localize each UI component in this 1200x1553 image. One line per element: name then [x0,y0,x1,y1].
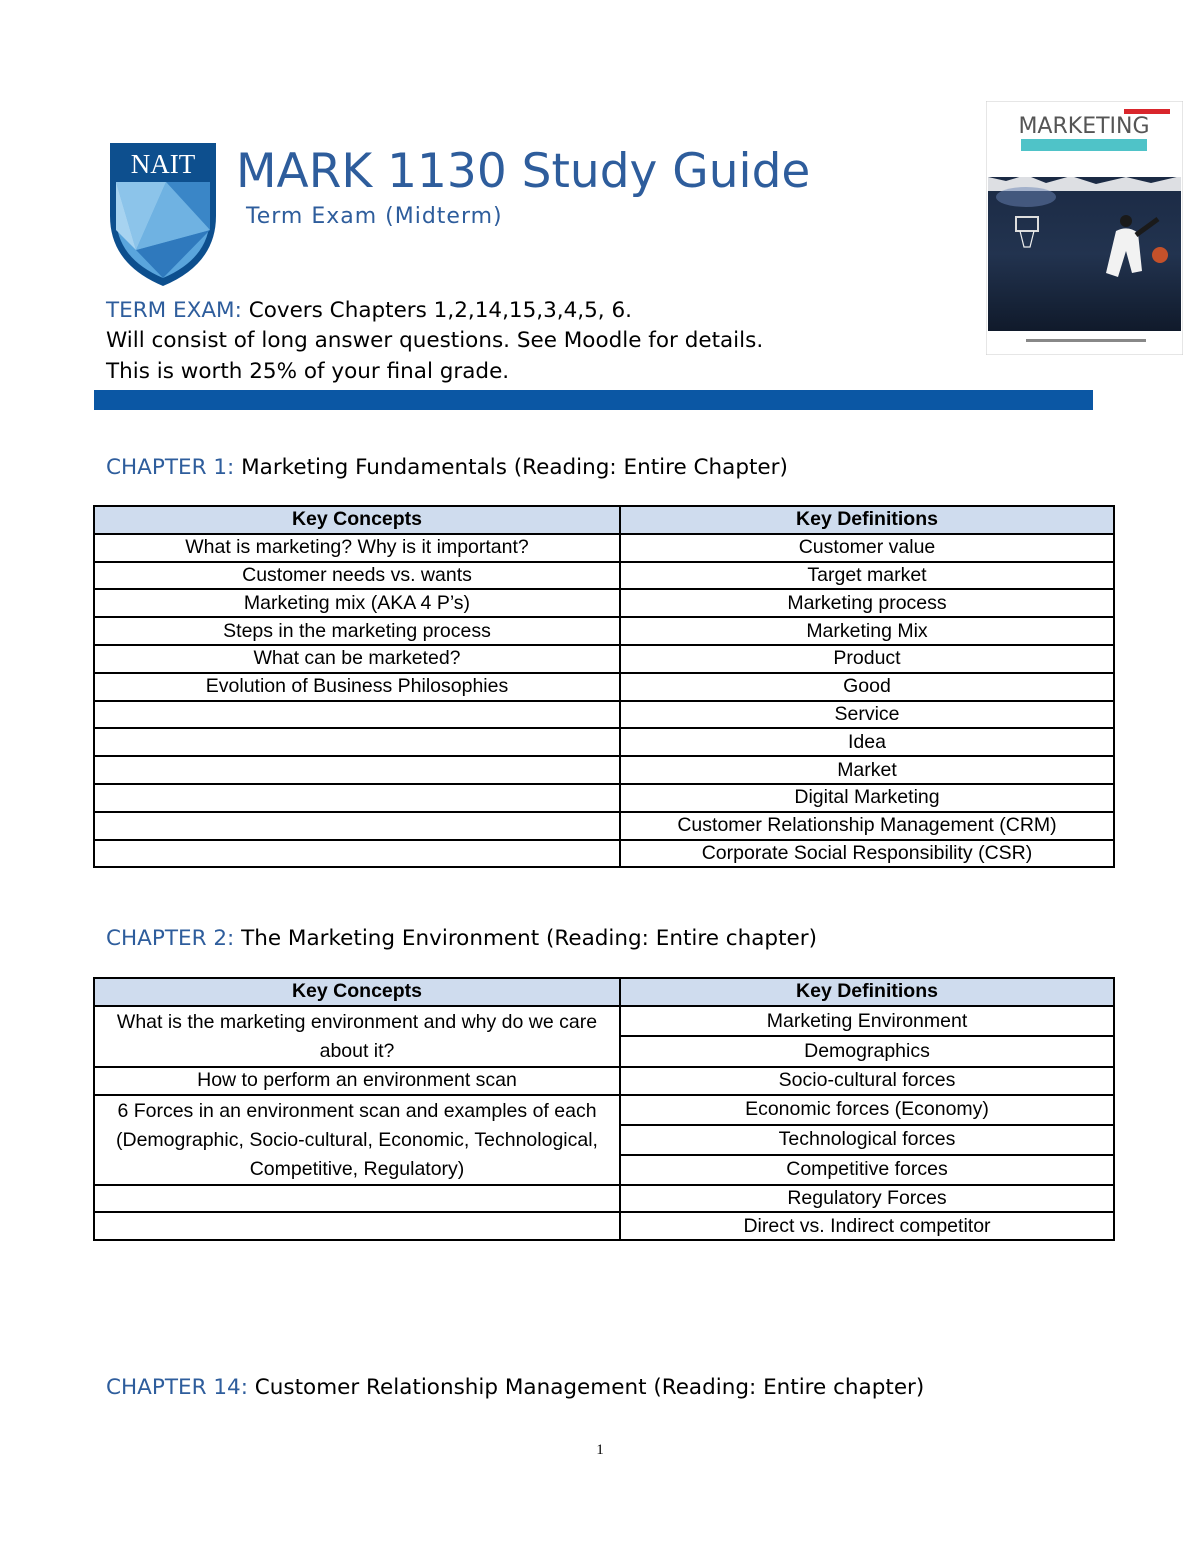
concept-cell: Customer needs vs. wants [94,562,620,590]
table-row [94,1185,1114,1213]
definition-cell: Market [620,756,1114,784]
table-row [94,812,1114,840]
definition-cell: Socio-cultural forces [620,1067,1114,1095]
definition-cell: Competitive forces [620,1155,1114,1185]
chapter-1-heading [106,453,788,483]
definition-cell: Good [620,673,1114,701]
definition-cell: Customer Relationship Management (CRM) [620,812,1114,840]
table-row [94,1212,1114,1240]
page-title: MARK 1130 Study Guide [236,144,811,199]
term-exam-label: TERM EXAM: [106,298,242,323]
definition-cell: Marketing Environment [620,1006,1114,1037]
chapter-1-table [93,505,1115,868]
definition-cell: Economic forces (Economy) [620,1095,1114,1125]
empty-cell [94,756,620,784]
definition-cell: Target market [620,562,1114,590]
concept-cell: 6 Forces in an environment scan and examples of each (Demographic, Socio-cultural, Economic, Technological, Competitive, Regulatory) [94,1095,620,1185]
nait-logo [106,140,220,288]
table-row [94,1006,1114,1037]
table-row [94,784,1114,812]
empty-cell [94,1212,620,1240]
empty-cell [94,784,620,812]
concept-cell: How to perform an environment scan [94,1067,620,1095]
definition-cell: Service [620,701,1114,729]
page-subtitle: Term Exam (Midterm) [246,204,503,229]
exam-format-line: Will consist of long answer questions. See Moodle for details. [106,328,764,353]
chapter-2-label: CHAPTER 2: [106,926,235,951]
table-row [94,562,1114,590]
table-row [94,645,1114,673]
empty-cell [94,812,620,840]
chapter-2-table [93,977,1115,1241]
definition-cell: Technological forces [620,1125,1114,1155]
page-number: 1 [596,1442,604,1458]
table-row [94,840,1114,868]
table-header-row [94,978,1114,1006]
concept-cell: What is marketing? Why is it important? [94,534,620,562]
empty-cell [94,840,620,868]
chapter-1-title: Marketing Fundamentals (Reading: Entire Chapter) [234,455,788,480]
table-row [94,1067,1114,1095]
chapter-1-label: CHAPTER 1: [106,455,235,480]
column-header-key-definitions: Key Definitions [620,506,1114,534]
table-row [94,534,1114,562]
definition-cell: Idea [620,728,1114,756]
empty-cell [94,728,620,756]
definition-cell: Digital Marketing [620,784,1114,812]
concept-cell: What can be marketed? [94,645,620,673]
table-row [94,701,1114,729]
exam-coverage-line [106,296,632,326]
column-header-key-concepts: Key Concepts [94,978,620,1006]
empty-cell [94,701,620,729]
table-row [94,589,1114,617]
chapter-14-heading [106,1373,924,1403]
chapter-2-title: The Marketing Environment (Reading: Entire chapter) [234,926,817,951]
definition-cell: Corporate Social Responsibility (CSR) [620,840,1114,868]
table-header-row [94,506,1114,534]
table-row [94,728,1114,756]
column-header-key-concepts: Key Concepts [94,506,620,534]
definition-cell: Direct vs. Indirect competitor [620,1212,1114,1240]
chapter-14-label: CHAPTER 14: [106,1375,248,1400]
book-title: MARKETING [1018,114,1150,139]
chapter-14-title: Customer Relationship Management (Reading: Entire chapter) [247,1375,925,1400]
table-row [94,617,1114,645]
definition-cell: Product [620,645,1114,673]
header-divider [94,390,1093,410]
definition-cell: Marketing process [620,589,1114,617]
table-row [94,673,1114,701]
exam-coverage-text: Covers Chapters 1,2,14,15,3,4,5, 6. [241,298,632,323]
empty-cell [94,1185,620,1213]
definition-cell: Marketing Mix [620,617,1114,645]
definition-cell: Customer value [620,534,1114,562]
chapter-2-heading [106,924,817,954]
column-header-key-definitions: Key Definitions [620,978,1114,1006]
concept-cell: What is the marketing environment and why do we care about it? [94,1006,620,1067]
concept-cell: Evolution of Business Philosophies [94,673,620,701]
table-row [94,1095,1114,1125]
logo-text: NAIT [130,149,196,179]
definition-cell: Demographics [620,1036,1114,1067]
textbook-cover-image [986,101,1183,355]
definition-cell: Regulatory Forces [620,1185,1114,1213]
table-row [94,756,1114,784]
concept-cell: Steps in the marketing process [94,617,620,645]
concept-cell: Marketing mix (AKA 4 P’s) [94,589,620,617]
exam-weight-line: This is worth 25% of your final grade. [106,359,510,384]
